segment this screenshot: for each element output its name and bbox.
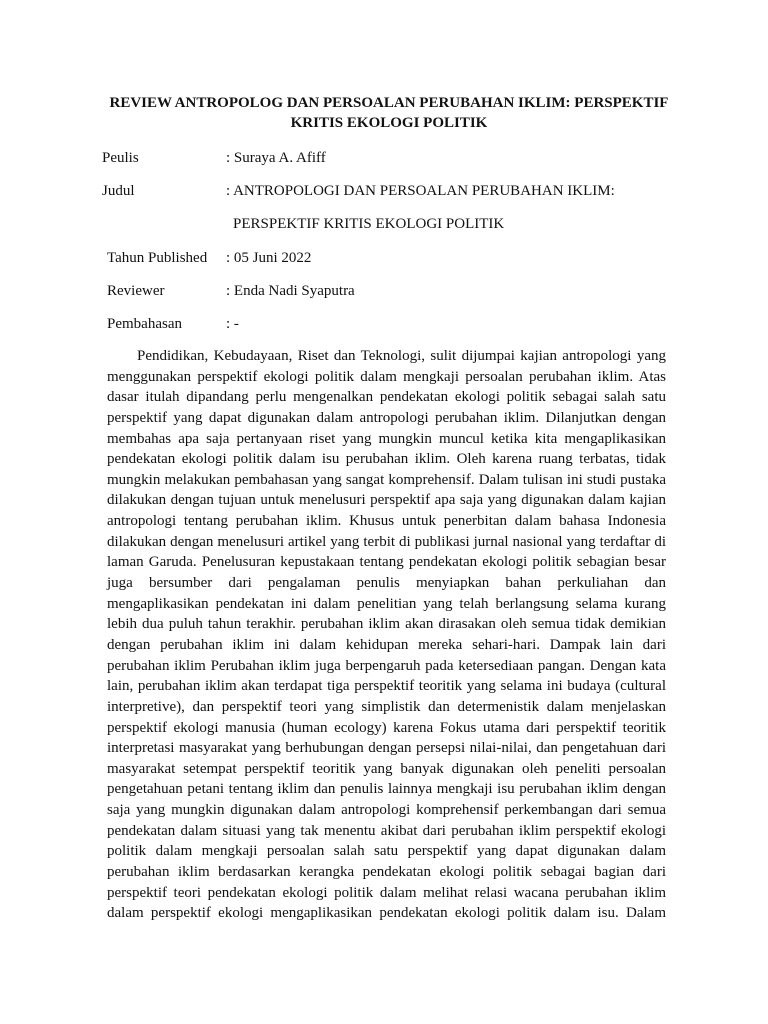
body-line: Pendidikan, Kebudayaan, Riset dan Teknologi, sulit dijumpai kajian antropologi yang [137, 348, 666, 364]
body-line: mungkin melakukan pembahasan yang sangat komprehensif. Dalam tulisan ini studi pustaka [107, 471, 666, 488]
body-line: membahas apa saja pertanyaan riset yang mungkin muncul ketika kita mengaplikasikan [107, 430, 666, 447]
body-line: dilakukan dengan menelusuri artikel yang terbit di publikasi jurnal nasional yang terdaftar di [107, 533, 666, 550]
meta-label: Peulis [102, 150, 139, 166]
meta-label: Pembahasan [107, 316, 182, 332]
body-line: dasar itulah dipandang perlu mengenalkan pendekatan ekologi politik sebagai salah satu [107, 389, 666, 406]
body-line: laman Garuda. Penelusuran kepustakaan tentang pendekatan ekologi politik sebagian besar [107, 554, 666, 571]
body-line: juga bersumber dari pengalaman penulis menyiapkan bahan perkuliahan dan [107, 575, 666, 592]
body-line: perspektif teori pendekatan ekologi politik dalam melihat relasi wacana perubahan iklim [107, 884, 666, 901]
meta-label: Reviewer [107, 283, 165, 299]
body-line: menggunakan perspektif ekologi politik dalam mengkaji persoalan perubahan iklim. Atas [107, 368, 666, 385]
body-paragraph [107, 346, 666, 924]
body-line: perubahan iklim Perubahan iklim juga berpengaruh pada ketersediaan pangan. Dengan kata [107, 657, 666, 674]
meta-value: PERSPEKTIF KRITIS EKOLOGI POLITIK [233, 216, 505, 232]
body-line: lebih dua puluh tahun terakhir. perubahan iklim akan dirasakan oleh semua tidak demikian [107, 616, 666, 633]
meta-value: : ANTROPOLOGI DAN PERSOALAN PERUBAHAN IKLIM: [226, 183, 615, 199]
body-line: masyarakat setempat perspektif teoritik yang banyak digunakan oleh peneliti persoalan [107, 760, 666, 777]
meta-label: Judul [102, 183, 135, 199]
title-line-2: KRITIS EKOLOGI POLITIK [290, 115, 488, 131]
body-line: saja yang mungkin digunakan dalam antropologi komprehensif perkembangan dari semua [107, 802, 666, 819]
body-line: dengan perubahan iklim ini dalam kehidupan mereka sehari-hari. Dampak lain dari [107, 636, 666, 653]
title-line-1: REVIEW ANTROPOLOG DAN PERSOALAN PERUBAHAN IKLIM: PERSPEKTIF [109, 95, 669, 111]
meta-label: Tahun Published [107, 250, 208, 266]
meta-value: : Suraya A. Afiff [226, 150, 326, 166]
body-line: lain, perubahan iklim akan terdapat tiga perspektif teoritik yang selama ini budaya (cultural [107, 678, 666, 695]
meta-value: : - [226, 316, 239, 332]
body-line: pendekatan ekologi politik dalam isu perubahan iklim. Oleh karena ruang terbatas, tidak [107, 451, 666, 468]
body-line: interpretive), dan perspektif teori yang simplistik dan determenistik dalam menjelaskan [107, 698, 666, 715]
body-line: perspektif yang dapat digunakan dalam antropologi perubahan iklim. Dilanjutkan dengan [107, 409, 666, 426]
body-line: antropologi tentang perubahan iklim. Khusus untuk penerbitan dalam bahasa Indonesia [107, 513, 666, 530]
body-line: mengaplikasikan pendekatan ini dalam penelitian yang telah berlangsung selama kurang [107, 595, 666, 612]
meta-value: : Enda Nadi Syaputra [226, 283, 355, 299]
body-line: perubahan iklim berdasarkan kerangka pendekatan ekologi politik sebagai bagian dari [107, 864, 666, 881]
document-title [96, 93, 682, 133]
body-line: interpretasi masyarakat yang berhubungan dengan persepsi nilai-nilai, dan pengetahuan dari [107, 740, 666, 757]
body-line: dilakukan dengan tujuan untuk menelusuri perspektif apa saja yang digunakan dalam kajian [107, 492, 666, 509]
body-line: pendekatan dalam situasi yang tak menentu akibat dari perubahan iklim perspektif ekologi [107, 822, 666, 839]
body-line: politik dalam mengkaji persoalan salah satu perspektif yang dapat digunakan dalam [107, 843, 666, 860]
body-line: pengetahuan petani tentang iklim dan penulis lainnya mengkaji isu perubahan iklim dengan [107, 781, 666, 798]
body-line: dalam perspektif ekologi mengaplikasikan pendekatan ekologi politik dalam isu. Dalam [107, 905, 666, 922]
meta-value: : 05 Juni 2022 [226, 250, 312, 266]
body-line: perspektif ekologi manusia (human ecology) karena Fokus utama dari perspektif teoritik [107, 719, 666, 736]
